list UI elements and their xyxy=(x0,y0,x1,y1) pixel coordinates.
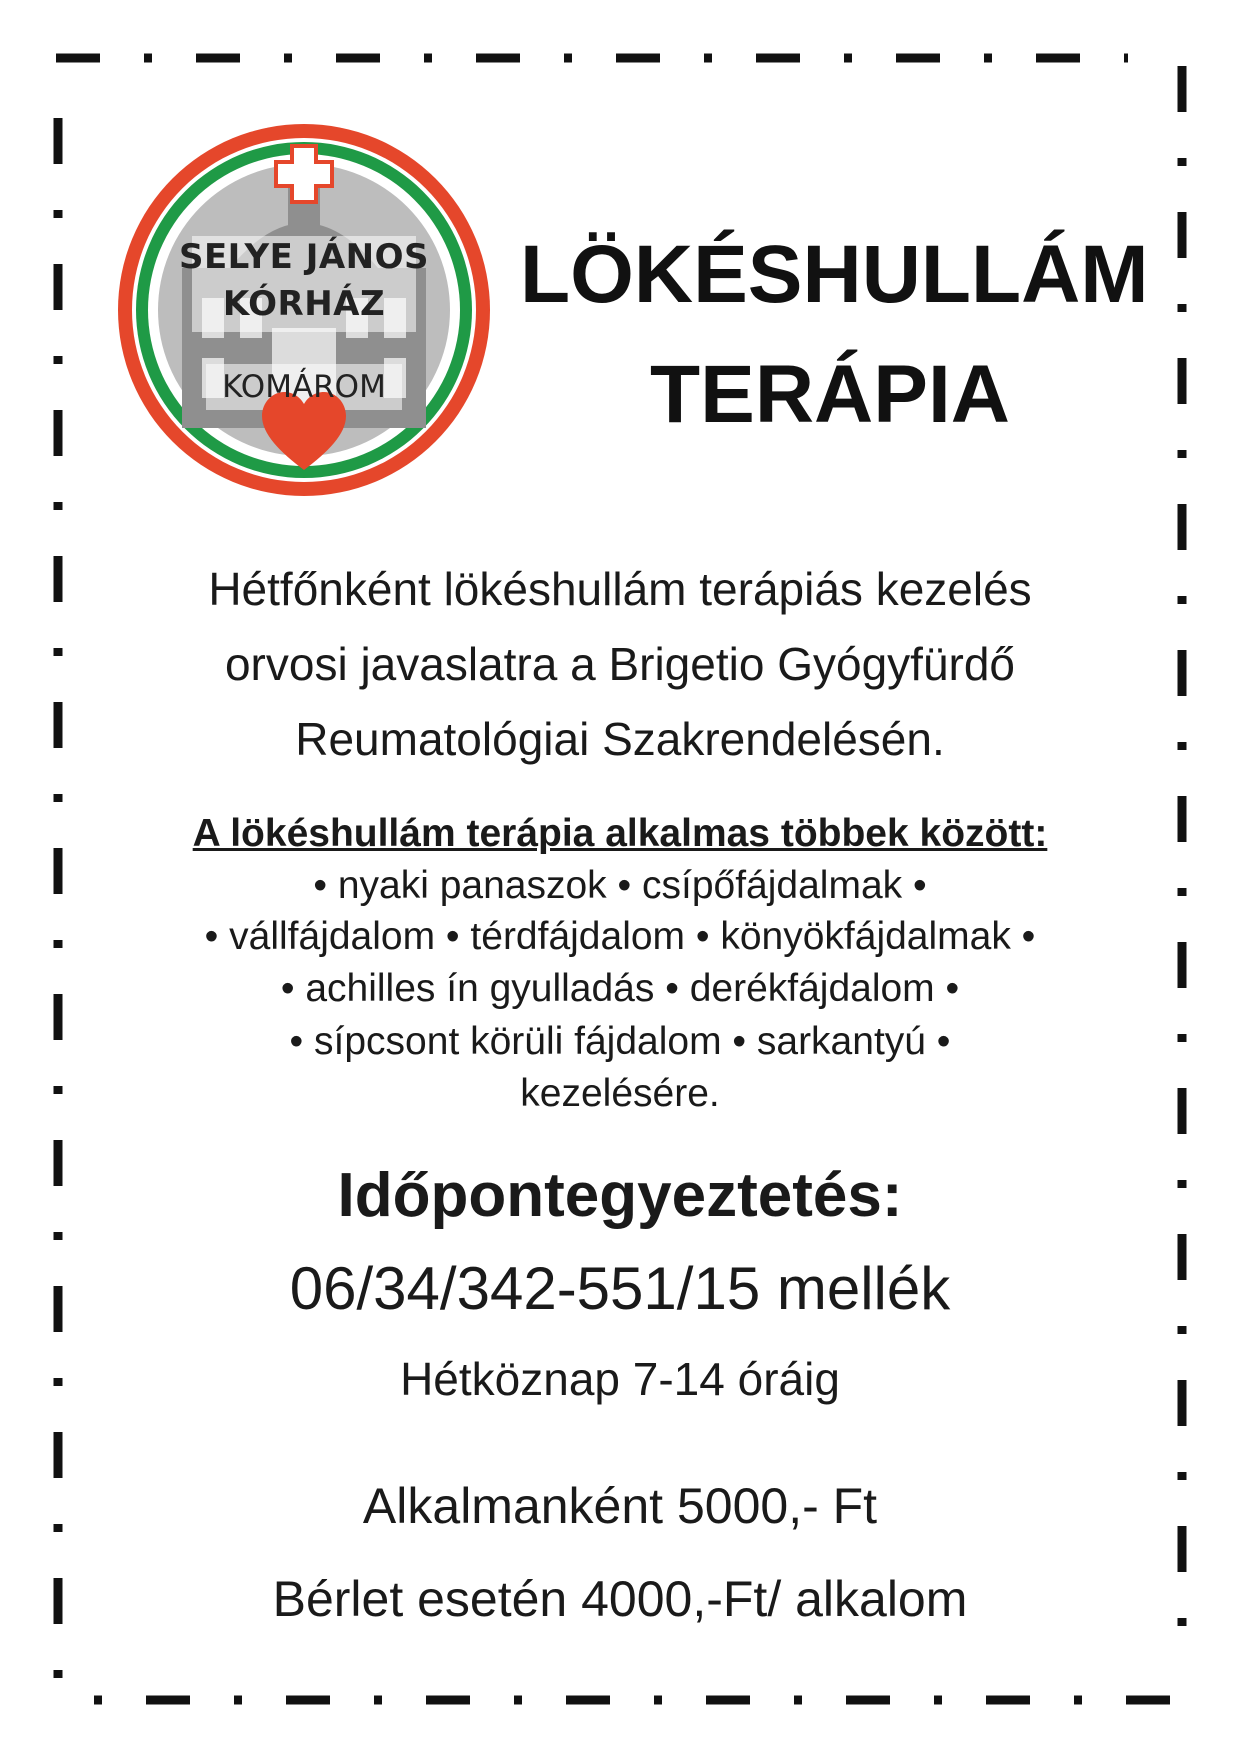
uses-line: • achilles ín gyulladás • derékfájdalom • xyxy=(280,967,960,1010)
title-line2: TERÁPIA xyxy=(650,349,1010,440)
price-single: Alkalmanként 5000,- Ft xyxy=(362,1478,878,1534)
intro-line: orvosi javaslatra a Brigetio Gyógyfürdő xyxy=(224,638,1016,690)
appointment-heading: Időpontegyeztetés: xyxy=(337,1161,903,1230)
intro-line: Reumatológiai Szakrendelésén. xyxy=(295,713,945,765)
uses-line: • vállfájdalom • térdfájdalom • könyökfájdalmak • xyxy=(204,915,1036,958)
uses-line: kezelésére. xyxy=(520,1072,720,1115)
uses-line: • sípcsont körüli fájdalom • sarkantyú • xyxy=(289,1020,951,1063)
intro-line: Hétfőnként lökéshullám terápiás kezelés xyxy=(208,563,1032,615)
logo-name-line1: SELYE JÁNOS xyxy=(178,237,430,277)
uses-heading: A lökéshullám terápia alkalmas többek között: xyxy=(192,812,1048,855)
phone-number: 06/34/342-551/15 mellék xyxy=(289,1255,951,1322)
logo-name-line2: KÓRHÁZ xyxy=(222,284,386,324)
logo-city: KOMÁROM xyxy=(222,369,386,405)
title-line1: LÖKÉSHULLÁM xyxy=(520,229,1149,320)
uses-line: • nyaki panaszok • csípőfájdalmak • xyxy=(313,864,927,907)
price-pass: Bérlet esetén 4000,-Ft/ alkalom xyxy=(272,1571,968,1627)
office-hours: Hétköznap 7-14 óráig xyxy=(400,1353,840,1405)
intro-paragraph xyxy=(60,552,1180,777)
